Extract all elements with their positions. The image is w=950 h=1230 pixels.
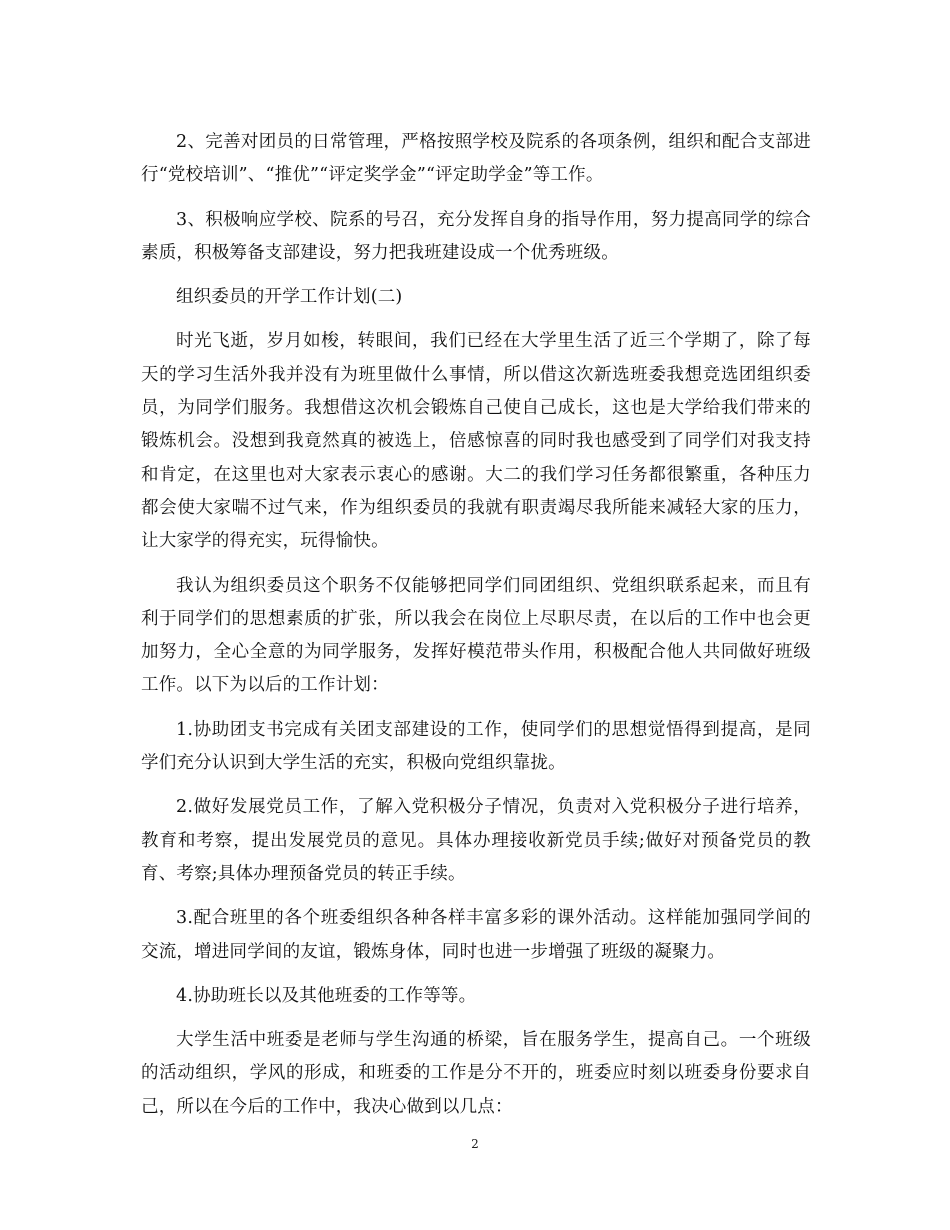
- page-number: 2: [471, 1137, 479, 1151]
- plan-item-4: 4.协助班长以及其他班委的工作等等。: [176, 985, 477, 1006]
- plan-item-2: 2.做好发展党员工作，了解入党积极分子情况，负责对入党积极分子进行培养，教育和考察，提出发展党员的意见。具体办理接收新党员手续;做好对预备党员的教育、考察;具体办理预备党员的转正手续。: [141, 797, 811, 884]
- document-body: [141, 126, 811, 1135]
- paragraph-item-2: 2、完善对团员的日常管理，严格按照学校及院系的各项条例，组织和配合支部进行“党校培训”、“推优”“评定奖学金”“评定助学金”等工作。: [141, 132, 811, 186]
- paragraph-role: 我认为组织委员这个职务不仅能够把同学们同团组织、党组织联系起来，而且有利于同学们的思想素质的扩张，所以我会在岗位上尽职尽责，在以后的工作中也会更加努力，全心全意的为同学服务，发挥好模范带头作用，积极配合他人共同做好班级工作。以下为以后的工作计划：: [141, 575, 811, 696]
- plan-item-3: 3.配合班里的各个班委组织各种各样丰富多彩的课外活动。这样能加强同学间的交流，增进同学间的友谊，锻炼身体，同时也进一步增强了班级的凝聚力。: [141, 908, 811, 962]
- section-heading: 组织委员的开学工作计划(二): [176, 287, 403, 308]
- paragraph-conclusion: 大学生活中班委是老师与学生沟通的桥梁，旨在服务学生，提高自己。一个班级的活动组织，学风的形成，和班委的工作是分不开的，班委应时刻以班委身份要求自己，所以在今后的工作中，我决心做到以几点：: [141, 1030, 811, 1117]
- paragraph-intro: 时光飞逝，岁月如梭，转眼间，我们已经在大学里生活了近三个学期了，除了每天的学习生活外我并没有为班里做什么事情，所以借这次新选班委我想竞选团组织委员，为同学们服务。我想借这次机会锻炼自己使自己成长，这也是大学给我们带来的锻炼机会。没想到我竟然真的被选上，倍感惊喜的同时我也感受到了同学们对我支持和肯定，在这里也对大家表示衷心的感谢。大二的我们学习任务都很繁重，各种压力都会使大家喘不过气来，作为组织委员的我就有职责竭尽我所能来减轻大家的压力，让大家学的得充实，玩得愉快。: [141, 331, 811, 552]
- paragraph-item-3: 3、积极响应学校、院系的号召，充分发挥自身的指导作用，努力提高同学的综合素质，积极筹备支部建设，努力把我班建设成一个优秀班级。: [141, 209, 811, 263]
- plan-item-1: 1.协助团支书完成有关团支部建设的工作，使同学们的思想觉悟得到提高，是同学们充分认识到大学生活的充实，积极向党组织靠拢。: [141, 719, 811, 774]
